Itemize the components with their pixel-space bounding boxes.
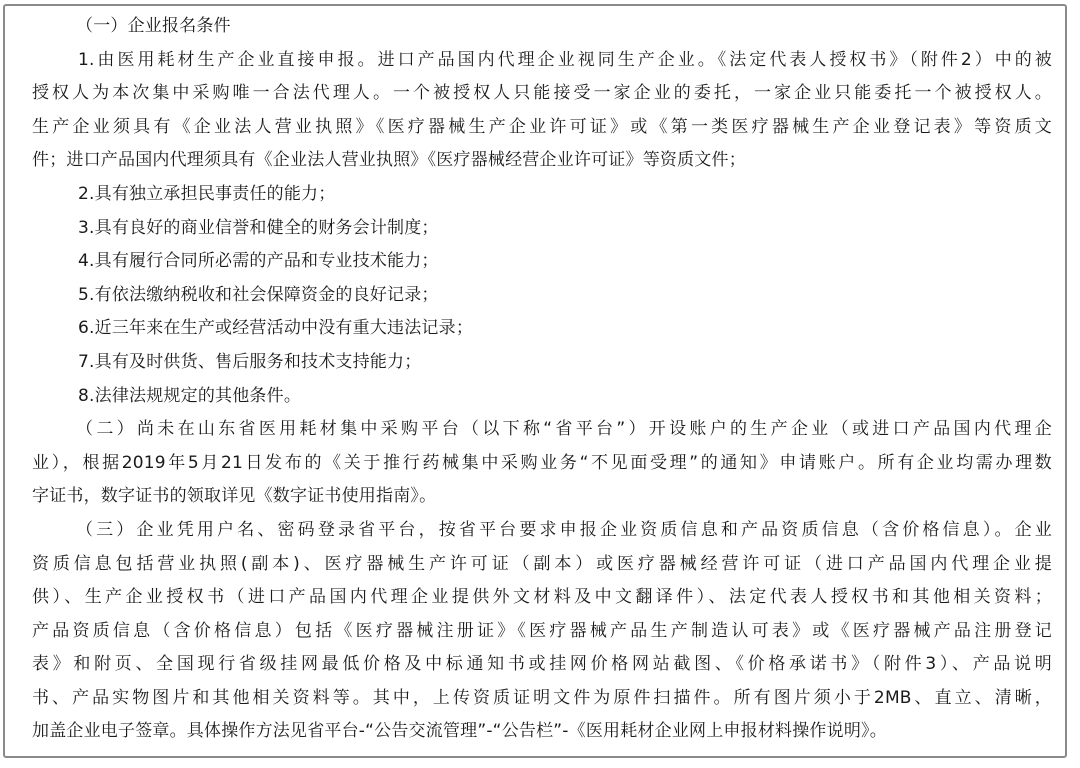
list-item: 5.有依法缴纳税收和社会保障资金的良好记录； [78,284,439,305]
paragraph-line: 生产企业须具有《企业法人营业执照》《医疗器械生产企业许可证》或《第一类医疗器械生产企业登记表》等资质文 [32,116,1052,137]
section-2-line: 业），根据2019年5月21日发布的《关于推行药械集中采购业务“不见面受理”的通知》申请账户。所有企业均需办理数 [32,452,1052,473]
list-item: 6.近三年来在生产或经营活动中没有重大违法记录； [78,318,474,339]
list-item: 4.具有履行合同所必需的产品和专业技术能力； [78,251,439,272]
list-item: 7.具有及时供货、售后服务和技术支持能力； [78,351,422,372]
section-2-line: （二）尚未在山东省医用耗材集中采购平台（以下称“省平台”）开设账户的生产企业（或进口产品国内代理企 [76,419,1052,440]
section-3-line: 书、产品实物图片和其他相关资料等。其中，上传资质证明文件为原件扫描件。所有图片须小于2MB、直立、清晰， [32,687,1052,708]
section-3-line: 供）、生产企业授权书（进口产品国内代理企业提供外文材料及中文翻译件）、法定代表人授权书和其他相关资料； [32,587,1052,608]
list-item: 2.具有独立承担民事责任的能力； [78,183,336,204]
document-body [32,10,1052,749]
section-1-heading: （一）企业报名条件 [76,16,231,36]
section-3-line: 表》和附页、全国现行省级挂网最低价格及中标通知书或挂网价格网站截图、《价格承诺书》（附件3）、产品说明 [32,654,1052,675]
section-3-line: 资质信息包括营业执照(副本)、医疗器械生产许可证（副本）或医疗器械经营许可证（进口产品国内代理企业提 [32,553,1052,574]
section-3-line: （三）企业凭用户名、密码登录省平台，按省平台要求申报企业资质信息和产品资质信息（含价格信息）。企业 [76,519,1052,540]
section-3-line: 加盖企业电子签章。具体操作方法见省平台-“公告交流管理”-“公告栏”-《医用耗材企业网上申报材料操作说明》。 [32,721,887,742]
paragraph-line: 件；进口产品国内代理须具有《企业法人营业执照》《医疗器械经营企业许可证》等资质文件； [32,150,746,171]
section-2-line: 字证书，数字证书的领取详见《数字证书使用指南》。 [32,486,437,507]
paragraph-line: 授权人为本次集中采购唯一合法代理人。一个被授权人只能接受一家企业的委托，一家企业只能委托一个被授权人。 [32,83,1052,104]
section-3-line: 产品资质信息（含价格信息）包括《医疗器械注册证》《医疗器械产品生产制造认可表》或《医疗器械产品注册登记 [32,620,1052,641]
list-item: 8.法律法规规定的其他条件。 [78,385,302,406]
list-item: 3.具有良好的商业信誉和健全的财务会计制度； [78,217,439,238]
paragraph-line: 1.由医用耗材生产企业直接申报。进口产品国内代理企业视同生产企业。《法定代表人授权书》（附件2）中的被 [78,49,1052,70]
